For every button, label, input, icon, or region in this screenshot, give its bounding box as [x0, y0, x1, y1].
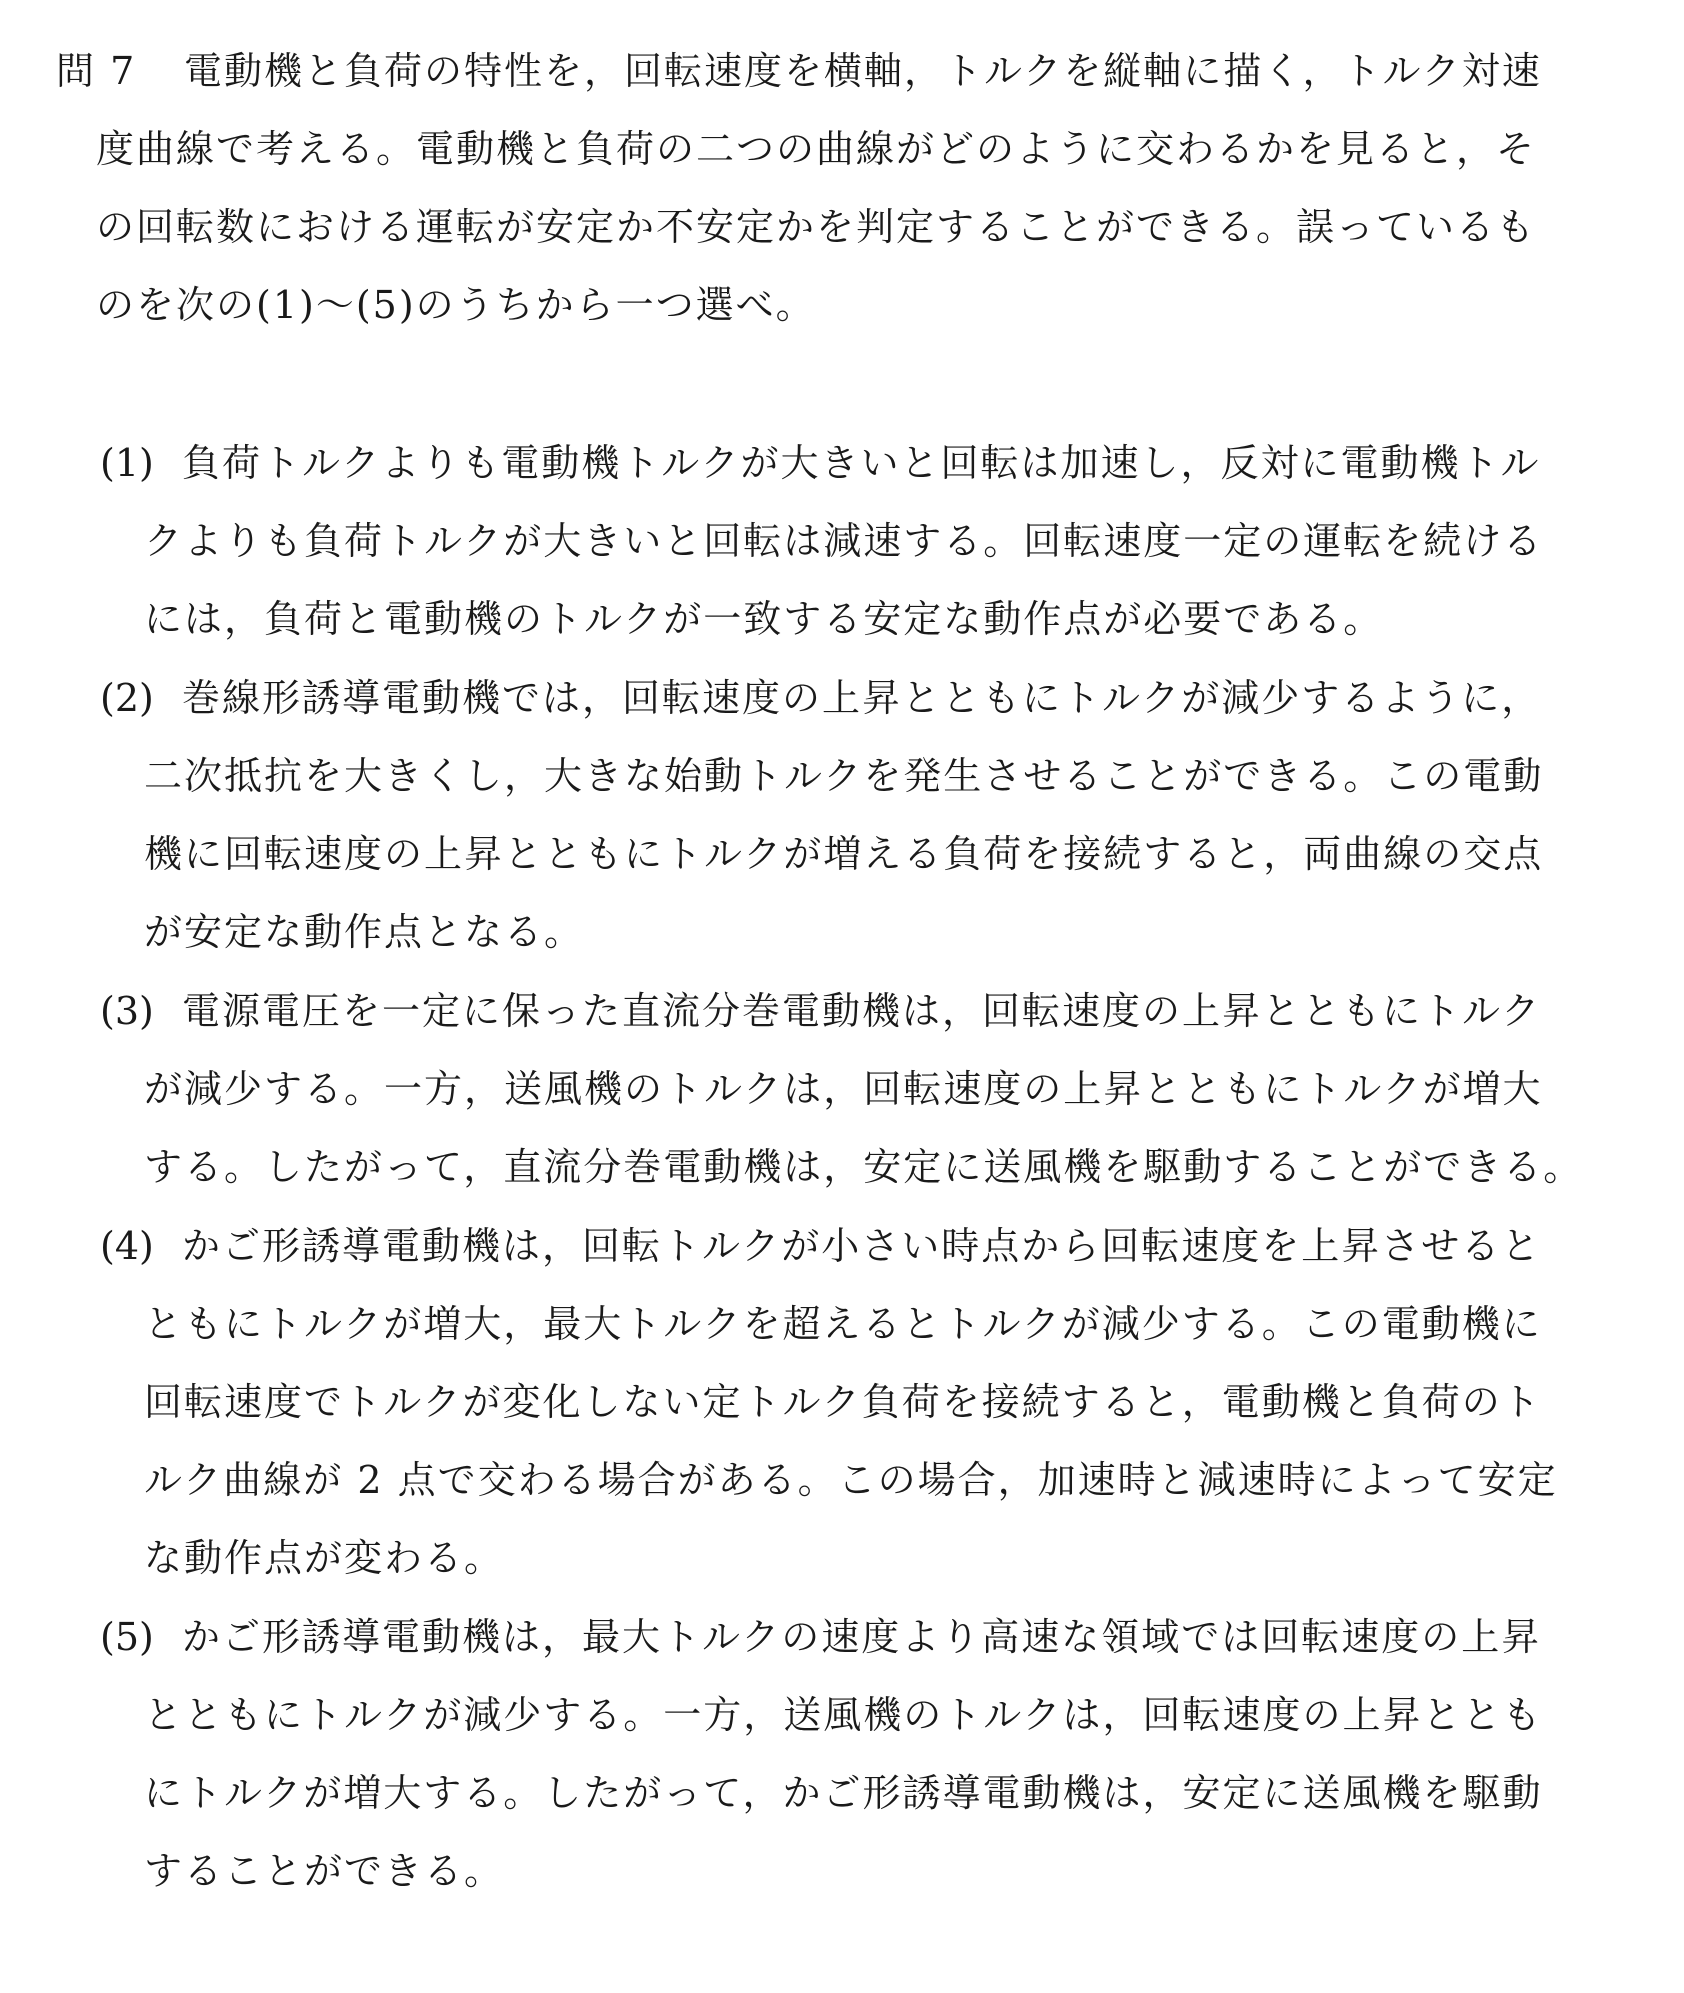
option-line: とともにトルクが減少する。一方，送風機のトルクは，回転速度の上昇ととも: [144, 1693, 1543, 1737]
option-line: かご形誘導電動機は，回転トルクが小さい時点から回転速度を上昇させると: [182, 1224, 1542, 1268]
option-line: ともにトルクが増大，最大トルクを超えるとトルクが減少する。この電動機に: [144, 1302, 1542, 1346]
option-line: にトルクが増大する。したがって，かご形誘導電動機は，安定に送風機を駆動: [144, 1771, 1543, 1815]
option-line: ルク曲線が 2 点で交わる場合がある。この場合，加速時と減速時によって安定: [144, 1458, 1558, 1502]
answer-option-2[interactable]: [100, 659, 1626, 971]
option-line: が安定な動作点となる。: [144, 910, 585, 954]
option-line: 機に回転速度の上昇とともにトルクが増える負荷を接続すると，両曲線の交点: [144, 832, 1544, 876]
question-number: 問 7: [56, 49, 137, 93]
option-line: 巻線形誘導電動機では，回転速度の上昇とともにトルクが減少するように，: [182, 676, 1542, 720]
option-line: クよりも負荷トルクが大きいと回転は減速する。回転速度一定の運転を続ける: [144, 519, 1544, 563]
option-line: することができる。: [144, 1849, 505, 1893]
question-row: [56, 32, 1626, 344]
option-line: 電源電圧を一定に保った直流分巻電動機は，回転速度の上昇とともにトルク: [182, 989, 1542, 1033]
answer-options: [100, 424, 1626, 1911]
option-text: [144, 424, 1626, 658]
option-text: [144, 1598, 1626, 1910]
option-line: には，負荷と電動機のトルクが一致する安定な動作点が必要である。: [144, 597, 1384, 641]
option-number: (2): [100, 676, 154, 720]
question-line: 度曲線で考える。電動機と負荷の二つの曲線がどのように交わるかを見ると，そ: [96, 127, 1537, 171]
answer-option-5[interactable]: [100, 1598, 1626, 1910]
question-block: [56, 32, 1626, 344]
question-line: 電動機と負荷の特性を，回転速度を横軸，トルクを縦軸に描く，トルク対速: [184, 49, 1542, 93]
option-line: かご形誘導電動機は，最大トルクの速度より高速な領域では回転速度の上昇: [182, 1615, 1542, 1659]
option-text: [144, 972, 1626, 1206]
option-text: [144, 659, 1626, 971]
option-line: 回転速度でトルクが変化しない定トルク負荷を接続すると，電動機と負荷のト: [144, 1380, 1542, 1424]
option-number: (5): [100, 1615, 154, 1659]
question-line: のを次の(1)～(5)のうちから一つ選べ。: [96, 283, 816, 327]
option-line: 負荷トルクよりも電動機トルクが大きいと回転は加速し，反対に電動機トル: [182, 441, 1541, 485]
option-line: する。したがって，直流分巻電動機は，安定に送風機を駆動することができる。: [144, 1145, 1584, 1189]
option-number: (4): [100, 1224, 154, 1268]
answer-option-1[interactable]: [100, 424, 1626, 658]
option-number: (1): [100, 441, 154, 485]
option-line: 二次抵抗を大きくし，大きな始動トルクを発生させることができる。この電動: [144, 754, 1544, 798]
option-text: [144, 1207, 1626, 1597]
answer-option-3[interactable]: [100, 972, 1626, 1206]
question-line: の回転数における運転が安定か不安定かを判定することができる。誤っているも: [96, 205, 1537, 249]
option-line: が減少する。一方，送風機のトルクは，回転速度の上昇とともにトルクが増大: [144, 1067, 1543, 1111]
option-line: な動作点が変わる。: [144, 1536, 505, 1580]
answer-option-4[interactable]: [100, 1207, 1626, 1597]
option-number: (3): [100, 989, 154, 1033]
